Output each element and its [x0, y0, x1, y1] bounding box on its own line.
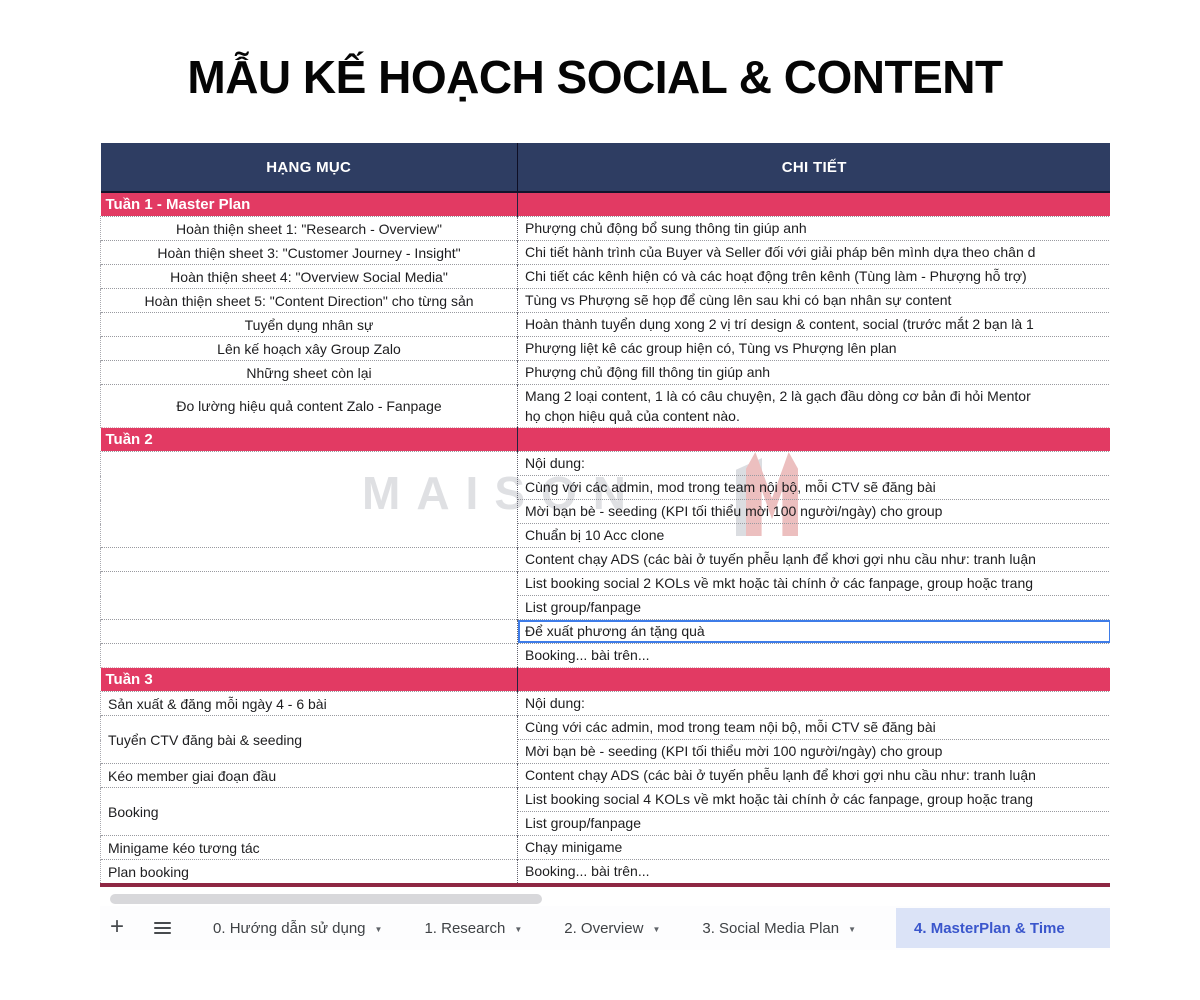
item-cell[interactable]: Lên kế hoạch xây Group Zalo [101, 337, 518, 361]
item-cell[interactable]: Minigame kéo tương tác [101, 836, 518, 860]
item-cell[interactable]: Hoàn thiện sheet 1: "Research - Overview" [101, 217, 518, 241]
table-row [101, 217, 1111, 241]
table-row [101, 644, 1111, 668]
detail-cell[interactable] [518, 644, 1111, 668]
add-sheet-button[interactable] [110, 915, 124, 939]
caret-down-icon[interactable]: ▼ [374, 924, 383, 934]
sheet-tab-label: 0. Hướng dẫn sử dụng [213, 919, 366, 937]
detail-text: Content chạy ADS (các bài ở tuyến phễu lạnh để khơi gợi nhu cầu như: tranh luận [525, 551, 1036, 567]
detail-cell[interactable] [518, 716, 1111, 740]
item-cell[interactable]: Kéo member giai đoạn đầu [101, 764, 518, 788]
horizontal-scrollbar[interactable] [110, 894, 542, 904]
item-cell[interactable]: Sản xuất & đăng mỗi ngày 4 - 6 bài [101, 692, 518, 716]
selected-cell[interactable] [518, 620, 1111, 644]
table-row [101, 788, 1111, 812]
sheet-tab-label: 3. Social Media Plan [702, 919, 840, 937]
detail-cell[interactable] [518, 337, 1111, 361]
detail-cell[interactable] [518, 217, 1111, 241]
item-cell[interactable] [101, 620, 518, 644]
column-header-2[interactable]: CHI TIẾT [518, 143, 1111, 192]
table-row [101, 692, 1111, 716]
table-row [101, 572, 1111, 596]
plus-icon: + [110, 913, 125, 940]
detail-text: Mời bạn bè - seeding (KPI tối thiểu mời 100 người/ngày) cho group [525, 503, 943, 519]
table-row [101, 337, 1111, 361]
detail-cell[interactable] [518, 740, 1111, 764]
sheet-tab-label: 1. Research [424, 919, 506, 937]
detail-cell[interactable] [518, 812, 1111, 836]
table-row [101, 620, 1111, 644]
detail-text: Cùng với các admin, mod trong team nội bộ, mỗi CTV sẽ đăng bài [525, 719, 936, 735]
table-row [101, 241, 1111, 265]
detail-cell[interactable] [518, 788, 1111, 812]
detail-cell[interactable] [518, 524, 1111, 548]
detail-cell[interactable] [518, 289, 1111, 313]
caret-down-icon[interactable]: ▼ [652, 924, 661, 934]
column-header-1[interactable]: HẠNG MỤC [101, 143, 518, 192]
table-row [101, 716, 1111, 740]
detail-text: Chi tiết các kênh hiện có và các hoạt động trên kênh (Tùng làm - Phượng hỗ trợ) [525, 268, 1027, 284]
item-cell[interactable]: Plan booking [101, 860, 518, 884]
detail-cell[interactable] [518, 764, 1111, 788]
item-cell[interactable]: Hoàn thiện sheet 3: "Customer Journey - Insight" [101, 241, 518, 265]
table-row [101, 289, 1111, 313]
watermark-text: MAISON [362, 467, 642, 519]
item-cell[interactable] [101, 452, 518, 548]
detail-text: List booking social 4 KOLs về mkt hoặc tài chính ở các fanpage, group hoặc trang [525, 791, 1034, 807]
page-title: MẪU KẾ HOẠCH SOCIAL & CONTENT [187, 51, 1003, 103]
section-title-cell[interactable]: Tuần 2 [101, 428, 518, 452]
detail-cell[interactable] [518, 385, 1111, 428]
column-header-row [101, 143, 1111, 192]
detail-text: Chuẩn bị 10 Acc clone [525, 527, 665, 543]
table-row [101, 548, 1111, 572]
detail-text: Phượng chủ động bổ sung thông tin giúp anh [525, 220, 807, 236]
section-empty-cell[interactable] [518, 668, 1111, 692]
section-title-cell[interactable]: Tuần 3 [101, 668, 518, 692]
detail-text: List group/fanpage [525, 815, 641, 831]
detail-cell[interactable] [518, 361, 1111, 385]
detail-text: List booking social 2 KOLs về mkt hoặc tài chính ở các fanpage, group hoặc trang [525, 575, 1034, 591]
detail-cell[interactable] [518, 572, 1111, 596]
table-row [101, 313, 1111, 337]
item-cell[interactable] [101, 644, 518, 668]
detail-cell[interactable] [518, 313, 1111, 337]
section-header-row [101, 192, 1111, 217]
item-cell[interactable]: Những sheet còn lại [101, 361, 518, 385]
section-header-row [101, 668, 1111, 692]
detail-cell[interactable] [518, 241, 1111, 265]
detail-text: Để xuất phương án tặng quà [525, 623, 705, 639]
detail-text: họ chọn hiệu quả của content nào. [525, 408, 740, 424]
caret-down-icon[interactable]: ▼ [848, 924, 857, 934]
detail-cell[interactable] [518, 500, 1111, 524]
section-empty-cell[interactable] [518, 192, 1111, 217]
detail-text: Phượng liệt kê các group hiện có, Tùng vs Phượng lên plan [525, 340, 897, 356]
plan-table [100, 143, 1110, 883]
item-cell[interactable]: Booking [101, 788, 518, 836]
sheet-tab-bar [100, 906, 1110, 950]
detail-text: Mời bạn bè - seeding (KPI tối thiểu mời 100 người/ngày) cho group [525, 743, 943, 759]
sheet-tab-label: 4. MasterPlan & Time [914, 919, 1065, 937]
detail-cell[interactable] [518, 476, 1111, 500]
detail-text: Cùng với các admin, mod trong team nội bộ, mỗi CTV sẽ đăng bài [525, 479, 936, 495]
detail-cell[interactable] [518, 452, 1111, 476]
detail-cell[interactable] [518, 692, 1111, 716]
detail-cell[interactable] [518, 548, 1111, 572]
detail-cell[interactable] [518, 836, 1111, 860]
detail-text: List group/fanpage [525, 599, 641, 615]
sheet-tab-2[interactable] [564, 920, 660, 937]
item-cell[interactable] [101, 572, 518, 620]
item-cell[interactable] [101, 548, 518, 572]
section-header-row [101, 428, 1111, 452]
all-sheets-button[interactable] [154, 922, 171, 935]
detail-text: Booking... bài trên... [525, 647, 650, 663]
sheet-tab-4-active[interactable] [896, 908, 1110, 948]
sheet-tab-0[interactable] [213, 920, 382, 937]
detail-cell[interactable] [518, 265, 1111, 289]
sheet-tab-3[interactable] [702, 920, 856, 937]
table-row [101, 361, 1111, 385]
detail-text: Nội dung: [525, 695, 585, 711]
sheet-tab-label: 2. Overview [564, 919, 644, 937]
item-cell[interactable]: Hoàn thiện sheet 4: "Overview Social Media" [101, 265, 518, 289]
table-row [101, 764, 1111, 788]
item-cell[interactable]: Tuyển CTV đăng bài & seeding [101, 716, 518, 764]
detail-text: Nội dung: [525, 455, 585, 471]
detail-text: Booking... bài trên... [525, 863, 650, 879]
table-row [101, 452, 1111, 476]
detail-text: Hoàn thành tuyển dụng xong 2 vị trí design & content, social (trước mắt 2 bạn là 1 [525, 316, 1034, 332]
detail-text: Content chạy ADS (các bài ở tuyến phễu lạnh để khơi gợi nhu cầu như: tranh luận [525, 767, 1036, 783]
table-row [101, 265, 1111, 289]
spreadsheet-area [100, 143, 1110, 887]
section-title-cell[interactable]: Tuần 1 - Master Plan [101, 192, 518, 217]
detail-text: Chạy minigame [525, 839, 623, 855]
detail-text: Phượng chủ động fill thông tin giúp anh [525, 364, 771, 380]
section-empty-cell[interactable] [518, 428, 1111, 452]
table-row [101, 385, 1111, 428]
item-cell[interactable]: Hoàn thiện sheet 5: "Content Direction" cho từng sản [101, 289, 518, 313]
detail-text: Tùng vs Phượng sẽ họp để cùng lên sau khi có bạn nhân sự content [525, 292, 952, 308]
sheet-tab-1[interactable] [424, 920, 522, 937]
caret-down-icon[interactable]: ▼ [514, 924, 523, 934]
detail-text: Chi tiết hành trình của Buyer và Seller đối với giải pháp bên mình dựa theo chân d [525, 244, 1036, 260]
item-cell[interactable]: Tuyển dụng nhân sự [101, 313, 518, 337]
detail-text: Mang 2 loại content, 1 là có câu chuyện, 2 là gạch đầu dòng cơ bản đi hỏi Mentor [525, 388, 1031, 404]
table-row [101, 836, 1111, 860]
item-cell[interactable]: Đo lường hiệu quả content Zalo - Fanpage [101, 385, 518, 428]
detail-cell[interactable] [518, 596, 1111, 620]
table-row [101, 860, 1111, 884]
detail-cell[interactable] [518, 860, 1111, 884]
